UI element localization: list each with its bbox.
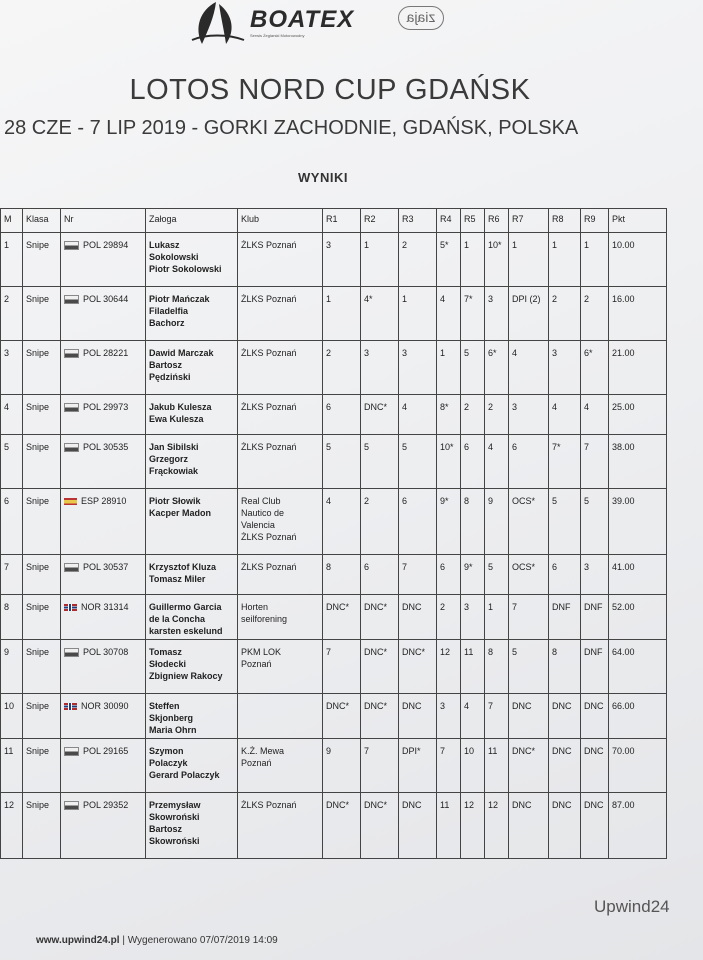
flag-pol-icon: [64, 443, 79, 452]
table-row: [1, 694, 667, 739]
race-result-cell: 9*: [461, 555, 485, 595]
crew-cell: [146, 595, 238, 640]
race-result-cell: 12: [461, 793, 485, 859]
crew-cell: [146, 640, 238, 694]
points-cell: 87.00: [609, 793, 667, 859]
race-result-cell: 5: [361, 435, 399, 489]
position-cell: 10: [1, 694, 23, 739]
club-line: ŻLKS Poznań: [241, 348, 297, 358]
position-cell: 11: [1, 739, 23, 793]
race-result-cell: 3: [509, 395, 549, 435]
race-result-cell: 11: [437, 793, 461, 859]
crew-cell: [146, 739, 238, 793]
class-cell: Snipe: [23, 793, 61, 859]
crew-line: Skowroński: [149, 836, 200, 846]
club-line: Poznań: [241, 659, 272, 669]
crew-line: Polaczyk: [149, 758, 188, 768]
sail-number: POL 29352: [83, 800, 129, 810]
crew-line: Bartosz: [149, 360, 183, 370]
club-line: ŻLKS Poznań: [241, 800, 297, 810]
race-result-cell: 3: [581, 555, 609, 595]
sail-number-cell: [61, 793, 146, 859]
crew-line: de la Concha: [149, 614, 206, 624]
table-row: [1, 395, 667, 435]
sail-number-cell: [61, 595, 146, 640]
race-result-cell: 1: [509, 233, 549, 287]
flag-pol-icon: [64, 648, 79, 657]
race-result-cell: DNC*: [361, 694, 399, 739]
race-result-cell: OCS*: [509, 555, 549, 595]
race-result-cell: 1: [581, 233, 609, 287]
club-cell: [238, 233, 323, 287]
crew-line: Ewa Kulesza: [149, 414, 204, 424]
flag-pol-icon: [64, 563, 79, 572]
crew-line: Piotr Sokolowski: [149, 264, 222, 274]
column-header: R2: [361, 209, 399, 233]
brand-tagline: Serwis Żeglarski Motorowodny: [250, 33, 305, 38]
crew-line: Guillermo Garcia: [149, 602, 222, 612]
race-result-cell: 6: [361, 555, 399, 595]
position-cell: 9: [1, 640, 23, 694]
race-result-cell: 5: [461, 341, 485, 395]
race-result-cell: 7: [509, 595, 549, 640]
crew-line: Frąckowiak: [149, 466, 199, 476]
class-cell: Snipe: [23, 555, 61, 595]
crew-cell: [146, 287, 238, 341]
race-result-cell: 8: [323, 555, 361, 595]
race-result-cell: 7: [485, 694, 509, 739]
crew-line: Przemysław: [149, 800, 201, 810]
sail-number: POL 30537: [83, 562, 129, 572]
race-result-cell: DNC: [581, 793, 609, 859]
crew-line: karsten eskelund: [149, 626, 223, 636]
table-row: [1, 341, 667, 395]
race-result-cell: DNC: [581, 694, 609, 739]
flag-esp-icon: [64, 498, 77, 505]
class-cell: Snipe: [23, 739, 61, 793]
crew-line: Krzysztof Kluza: [149, 562, 217, 572]
crew-line: Grzegorz: [149, 454, 189, 464]
race-result-cell: DNC*: [361, 395, 399, 435]
race-result-cell: 7: [361, 739, 399, 793]
crew-line: Słodecki: [149, 659, 187, 669]
club-cell: [238, 395, 323, 435]
class-cell: Snipe: [23, 489, 61, 555]
race-result-cell: 3: [399, 341, 437, 395]
footer-text: [36, 935, 278, 946]
brand-name: BOATEX: [250, 6, 355, 33]
sail-number-cell: [61, 555, 146, 595]
class-cell: Snipe: [23, 694, 61, 739]
race-result-cell: 3: [361, 341, 399, 395]
column-header: Klub: [238, 209, 323, 233]
flag-nor-icon: [64, 604, 77, 611]
club-cell: [238, 694, 323, 739]
club-cell: [238, 341, 323, 395]
sail-number: ESP 28910: [81, 496, 127, 506]
crew-cell: [146, 555, 238, 595]
crew-line: Tomasz Miler: [149, 574, 206, 584]
race-result-cell: 1: [485, 595, 509, 640]
race-result-cell: 5*: [437, 233, 461, 287]
race-result-cell: DNC: [399, 694, 437, 739]
column-header: Klasa: [23, 209, 61, 233]
race-result-cell: 6: [437, 555, 461, 595]
club-line: ŻLKS Poznań: [241, 240, 297, 250]
column-header: Pkt: [609, 209, 667, 233]
race-result-cell: 11: [485, 739, 509, 793]
race-result-cell: 7: [437, 739, 461, 793]
boatex-logo: [188, 0, 468, 48]
race-result-cell: 4: [509, 341, 549, 395]
flag-pol-icon: [64, 747, 79, 756]
race-result-cell: 9: [323, 739, 361, 793]
crew-line: Tomasz: [149, 647, 182, 657]
column-header: M: [1, 209, 23, 233]
club-line: Valencia: [241, 520, 275, 530]
class-cell: Snipe: [23, 640, 61, 694]
flag-pol-icon: [64, 801, 79, 810]
race-result-cell: 10*: [437, 435, 461, 489]
crew-line: Dawid Marczak: [149, 348, 214, 358]
race-result-cell: 7: [581, 435, 609, 489]
sail-number: POL 29894: [83, 240, 129, 250]
crew-line: Gerard Polaczyk: [149, 770, 220, 780]
table-header-row: [1, 209, 667, 233]
position-cell: 4: [1, 395, 23, 435]
table-row: [1, 555, 667, 595]
race-result-cell: DNC*: [323, 694, 361, 739]
points-cell: 66.00: [609, 694, 667, 739]
race-result-cell: DNC*: [323, 793, 361, 859]
table-row: [1, 793, 667, 859]
upwind-logo: Upwind24: [594, 897, 670, 916]
race-result-cell: 5: [581, 489, 609, 555]
sail-number-cell: [61, 694, 146, 739]
sail-number-cell: [61, 489, 146, 555]
race-result-cell: 8: [461, 489, 485, 555]
race-result-cell: 1: [461, 233, 485, 287]
race-result-cell: 5: [509, 640, 549, 694]
class-cell: Snipe: [23, 287, 61, 341]
race-result-cell: 6: [399, 489, 437, 555]
footer-url[interactable]: www.upwind24.pl: [36, 935, 120, 946]
race-result-cell: DNC: [549, 694, 581, 739]
class-cell: Snipe: [23, 595, 61, 640]
race-result-cell: 5: [399, 435, 437, 489]
race-result-cell: DNF: [581, 640, 609, 694]
crew-line: Steffen: [149, 701, 180, 711]
club-line: Horten: [241, 602, 269, 612]
race-result-cell: 1: [361, 233, 399, 287]
results-heading: WYNIKI: [298, 170, 348, 185]
race-result-cell: 3: [549, 341, 581, 395]
crew-line: Bartosz: [149, 824, 183, 834]
race-result-cell: 12: [485, 793, 509, 859]
crew-line: Jan Sibilski: [149, 442, 199, 452]
race-result-cell: 2: [399, 233, 437, 287]
race-result-cell: DNC*: [509, 739, 549, 793]
flag-pol-icon: [64, 295, 79, 304]
race-result-cell: 6*: [581, 341, 609, 395]
race-result-cell: DNC: [549, 793, 581, 859]
club-cell: [238, 489, 323, 555]
race-result-cell: 6: [509, 435, 549, 489]
sail-number-cell: [61, 739, 146, 793]
sail-number: NOR 31314: [81, 602, 129, 612]
crew-line: Lukasz: [149, 240, 180, 250]
crew-cell: [146, 233, 238, 287]
sail-number: NOR 30090: [81, 701, 129, 711]
race-result-cell: 2: [323, 341, 361, 395]
race-result-cell: DPI*: [399, 739, 437, 793]
race-result-cell: 3: [485, 287, 509, 341]
race-result-cell: 11: [461, 640, 485, 694]
table-row: [1, 595, 667, 640]
race-result-cell: 4*: [361, 287, 399, 341]
flag-pol-icon: [64, 403, 79, 412]
points-cell: 64.00: [609, 640, 667, 694]
race-result-cell: DNC: [509, 793, 549, 859]
race-result-cell: 9*: [437, 489, 461, 555]
crew-line: Skowroński: [149, 812, 200, 822]
crew-cell: [146, 395, 238, 435]
race-result-cell: DNC: [509, 694, 549, 739]
race-result-cell: DNC: [399, 595, 437, 640]
race-result-cell: DNC: [549, 739, 581, 793]
race-result-cell: DNF: [581, 595, 609, 640]
club-cell: [238, 793, 323, 859]
table-row: [1, 435, 667, 489]
points-cell: 70.00: [609, 739, 667, 793]
club-cell: [238, 287, 323, 341]
race-result-cell: DNF: [549, 595, 581, 640]
class-cell: Snipe: [23, 341, 61, 395]
race-result-cell: DNC: [399, 793, 437, 859]
footer-generated: Wygenerowano 07/07/2019 14:09: [127, 935, 278, 946]
crew-cell: [146, 341, 238, 395]
club-line: Real Club: [241, 496, 281, 506]
race-result-cell: 4: [581, 395, 609, 435]
table-row: [1, 640, 667, 694]
race-result-cell: 4: [461, 694, 485, 739]
race-result-cell: 5: [323, 435, 361, 489]
column-header: R5: [461, 209, 485, 233]
crew-line: Szymon: [149, 746, 184, 756]
race-result-cell: 2: [549, 287, 581, 341]
flag-pol-icon: [64, 349, 79, 358]
column-header: R3: [399, 209, 437, 233]
sail-number-cell: [61, 287, 146, 341]
crew-line: Piotr Mańczak: [149, 294, 210, 304]
race-result-cell: DNC*: [361, 595, 399, 640]
sail-number-cell: [61, 233, 146, 287]
club-cell: [238, 435, 323, 489]
crew-line: Maria Ohrn: [149, 725, 197, 735]
position-cell: 1: [1, 233, 23, 287]
race-result-cell: 8: [549, 640, 581, 694]
sponsor-logo: ziaja: [398, 6, 444, 30]
club-line: ŻLKS Poznań: [241, 532, 297, 542]
table-row: [1, 489, 667, 555]
crew-line: Bachorz: [149, 318, 185, 328]
club-line: K.Ż. Mewa: [241, 746, 285, 756]
race-result-cell: 7*: [461, 287, 485, 341]
position-cell: 6: [1, 489, 23, 555]
sail-number: POL 29165: [83, 746, 129, 756]
race-result-cell: 2: [581, 287, 609, 341]
race-result-cell: 4: [485, 435, 509, 489]
crew-line: Zbigniew Rakocy: [149, 671, 223, 681]
race-result-cell: 1: [437, 341, 461, 395]
race-result-cell: 8*: [437, 395, 461, 435]
sail-icon: [188, 0, 246, 46]
position-cell: 2: [1, 287, 23, 341]
crew-line: Piotr Słowik: [149, 496, 201, 506]
column-header: R1: [323, 209, 361, 233]
race-result-cell: 4: [549, 395, 581, 435]
race-result-cell: 6: [461, 435, 485, 489]
points-cell: 39.00: [609, 489, 667, 555]
race-result-cell: 1: [399, 287, 437, 341]
points-cell: 38.00: [609, 435, 667, 489]
race-result-cell: DNC*: [323, 595, 361, 640]
points-cell: 16.00: [609, 287, 667, 341]
position-cell: 7: [1, 555, 23, 595]
club-line: PKM LOK: [241, 647, 282, 657]
race-result-cell: 4: [399, 395, 437, 435]
flag-pol-icon: [64, 241, 79, 250]
flag-nor-icon: [64, 703, 77, 710]
race-result-cell: 3: [461, 595, 485, 640]
sail-number: POL 30535: [83, 442, 129, 452]
race-result-cell: 7*: [549, 435, 581, 489]
table-row: [1, 739, 667, 793]
club-line: ŻLKS Poznań: [241, 294, 297, 304]
race-result-cell: 10*: [485, 233, 509, 287]
sail-number: POL 28221: [83, 348, 129, 358]
club-line: seilforening: [241, 614, 288, 624]
column-header: R8: [549, 209, 581, 233]
club-line: ŻLKS Poznań: [241, 402, 297, 412]
race-result-cell: 6: [549, 555, 581, 595]
race-result-cell: DNC*: [361, 640, 399, 694]
race-result-cell: 2: [361, 489, 399, 555]
column-header: R7: [509, 209, 549, 233]
crew-cell: [146, 694, 238, 739]
club-line: ŻLKS Poznań: [241, 442, 297, 452]
sail-number: POL 29973: [83, 402, 129, 412]
race-result-cell: DNC*: [399, 640, 437, 694]
points-cell: 41.00: [609, 555, 667, 595]
sail-number-cell: [61, 395, 146, 435]
club-line: Nautico de: [241, 508, 285, 518]
race-result-cell: 2: [461, 395, 485, 435]
race-result-cell: 2: [485, 395, 509, 435]
column-header: R9: [581, 209, 609, 233]
race-result-cell: OCS*: [509, 489, 549, 555]
column-header: Nr: [61, 209, 146, 233]
crew-line: Jakub Kulesza: [149, 402, 212, 412]
crew-cell: [146, 435, 238, 489]
club-cell: [238, 555, 323, 595]
points-cell: 52.00: [609, 595, 667, 640]
column-header: R4: [437, 209, 461, 233]
position-cell: 8: [1, 595, 23, 640]
sail-number-cell: [61, 640, 146, 694]
race-result-cell: 2: [437, 595, 461, 640]
race-result-cell: 8: [485, 640, 509, 694]
class-cell: Snipe: [23, 435, 61, 489]
race-result-cell: 6*: [485, 341, 509, 395]
race-result-cell: DNC*: [361, 793, 399, 859]
club-cell: [238, 640, 323, 694]
club-line: Poznań: [241, 758, 272, 768]
table-row: [1, 233, 667, 287]
race-result-cell: 3: [437, 694, 461, 739]
race-result-cell: 1: [323, 287, 361, 341]
crew-line: Kacper Madon: [149, 508, 212, 518]
race-result-cell: 12: [437, 640, 461, 694]
race-result-cell: 1: [549, 233, 581, 287]
race-result-cell: 7: [399, 555, 437, 595]
crew-line: Filadelfia: [149, 306, 189, 316]
column-header: R6: [485, 209, 509, 233]
race-result-cell: 4: [323, 489, 361, 555]
crew-cell: [146, 489, 238, 555]
sail-number: POL 30708: [83, 647, 129, 657]
points-cell: 25.00: [609, 395, 667, 435]
club-cell: [238, 595, 323, 640]
footer-separator: |: [122, 935, 128, 946]
race-result-cell: 7: [323, 640, 361, 694]
position-cell: 12: [1, 793, 23, 859]
race-result-cell: 4: [437, 287, 461, 341]
race-result-cell: 5: [485, 555, 509, 595]
club-cell: [238, 739, 323, 793]
table-row: [1, 287, 667, 341]
club-line: ŻLKS Poznań: [241, 562, 297, 572]
crew-cell: [146, 793, 238, 859]
crew-line: Pędziński: [149, 372, 191, 382]
crew-line: Skjonberg: [149, 713, 194, 723]
points-cell: 21.00: [609, 341, 667, 395]
race-result-cell: 3: [323, 233, 361, 287]
race-result-cell: 5: [549, 489, 581, 555]
results-table: [0, 208, 667, 859]
sail-number-cell: [61, 341, 146, 395]
sail-number-cell: [61, 435, 146, 489]
column-header: Załoga: [146, 209, 238, 233]
event-subtitle: 28 CZE - 7 LIP 2019 - GORKI ZACHODNIE, GDAŃSK, POLSKA: [4, 117, 579, 139]
race-result-cell: 9: [485, 489, 509, 555]
race-result-cell: DPI (2): [509, 287, 549, 341]
race-result-cell: 10: [461, 739, 485, 793]
race-result-cell: DNC: [581, 739, 609, 793]
position-cell: 5: [1, 435, 23, 489]
sail-number: POL 30644: [83, 294, 129, 304]
class-cell: Snipe: [23, 395, 61, 435]
crew-line: Sokolowski: [149, 252, 199, 262]
race-result-cell: 6: [323, 395, 361, 435]
position-cell: 3: [1, 341, 23, 395]
table-body: [1, 233, 667, 859]
event-title: LOTOS NORD CUP GDAŃSK: [129, 74, 531, 106]
class-cell: Snipe: [23, 233, 61, 287]
points-cell: 10.00: [609, 233, 667, 287]
